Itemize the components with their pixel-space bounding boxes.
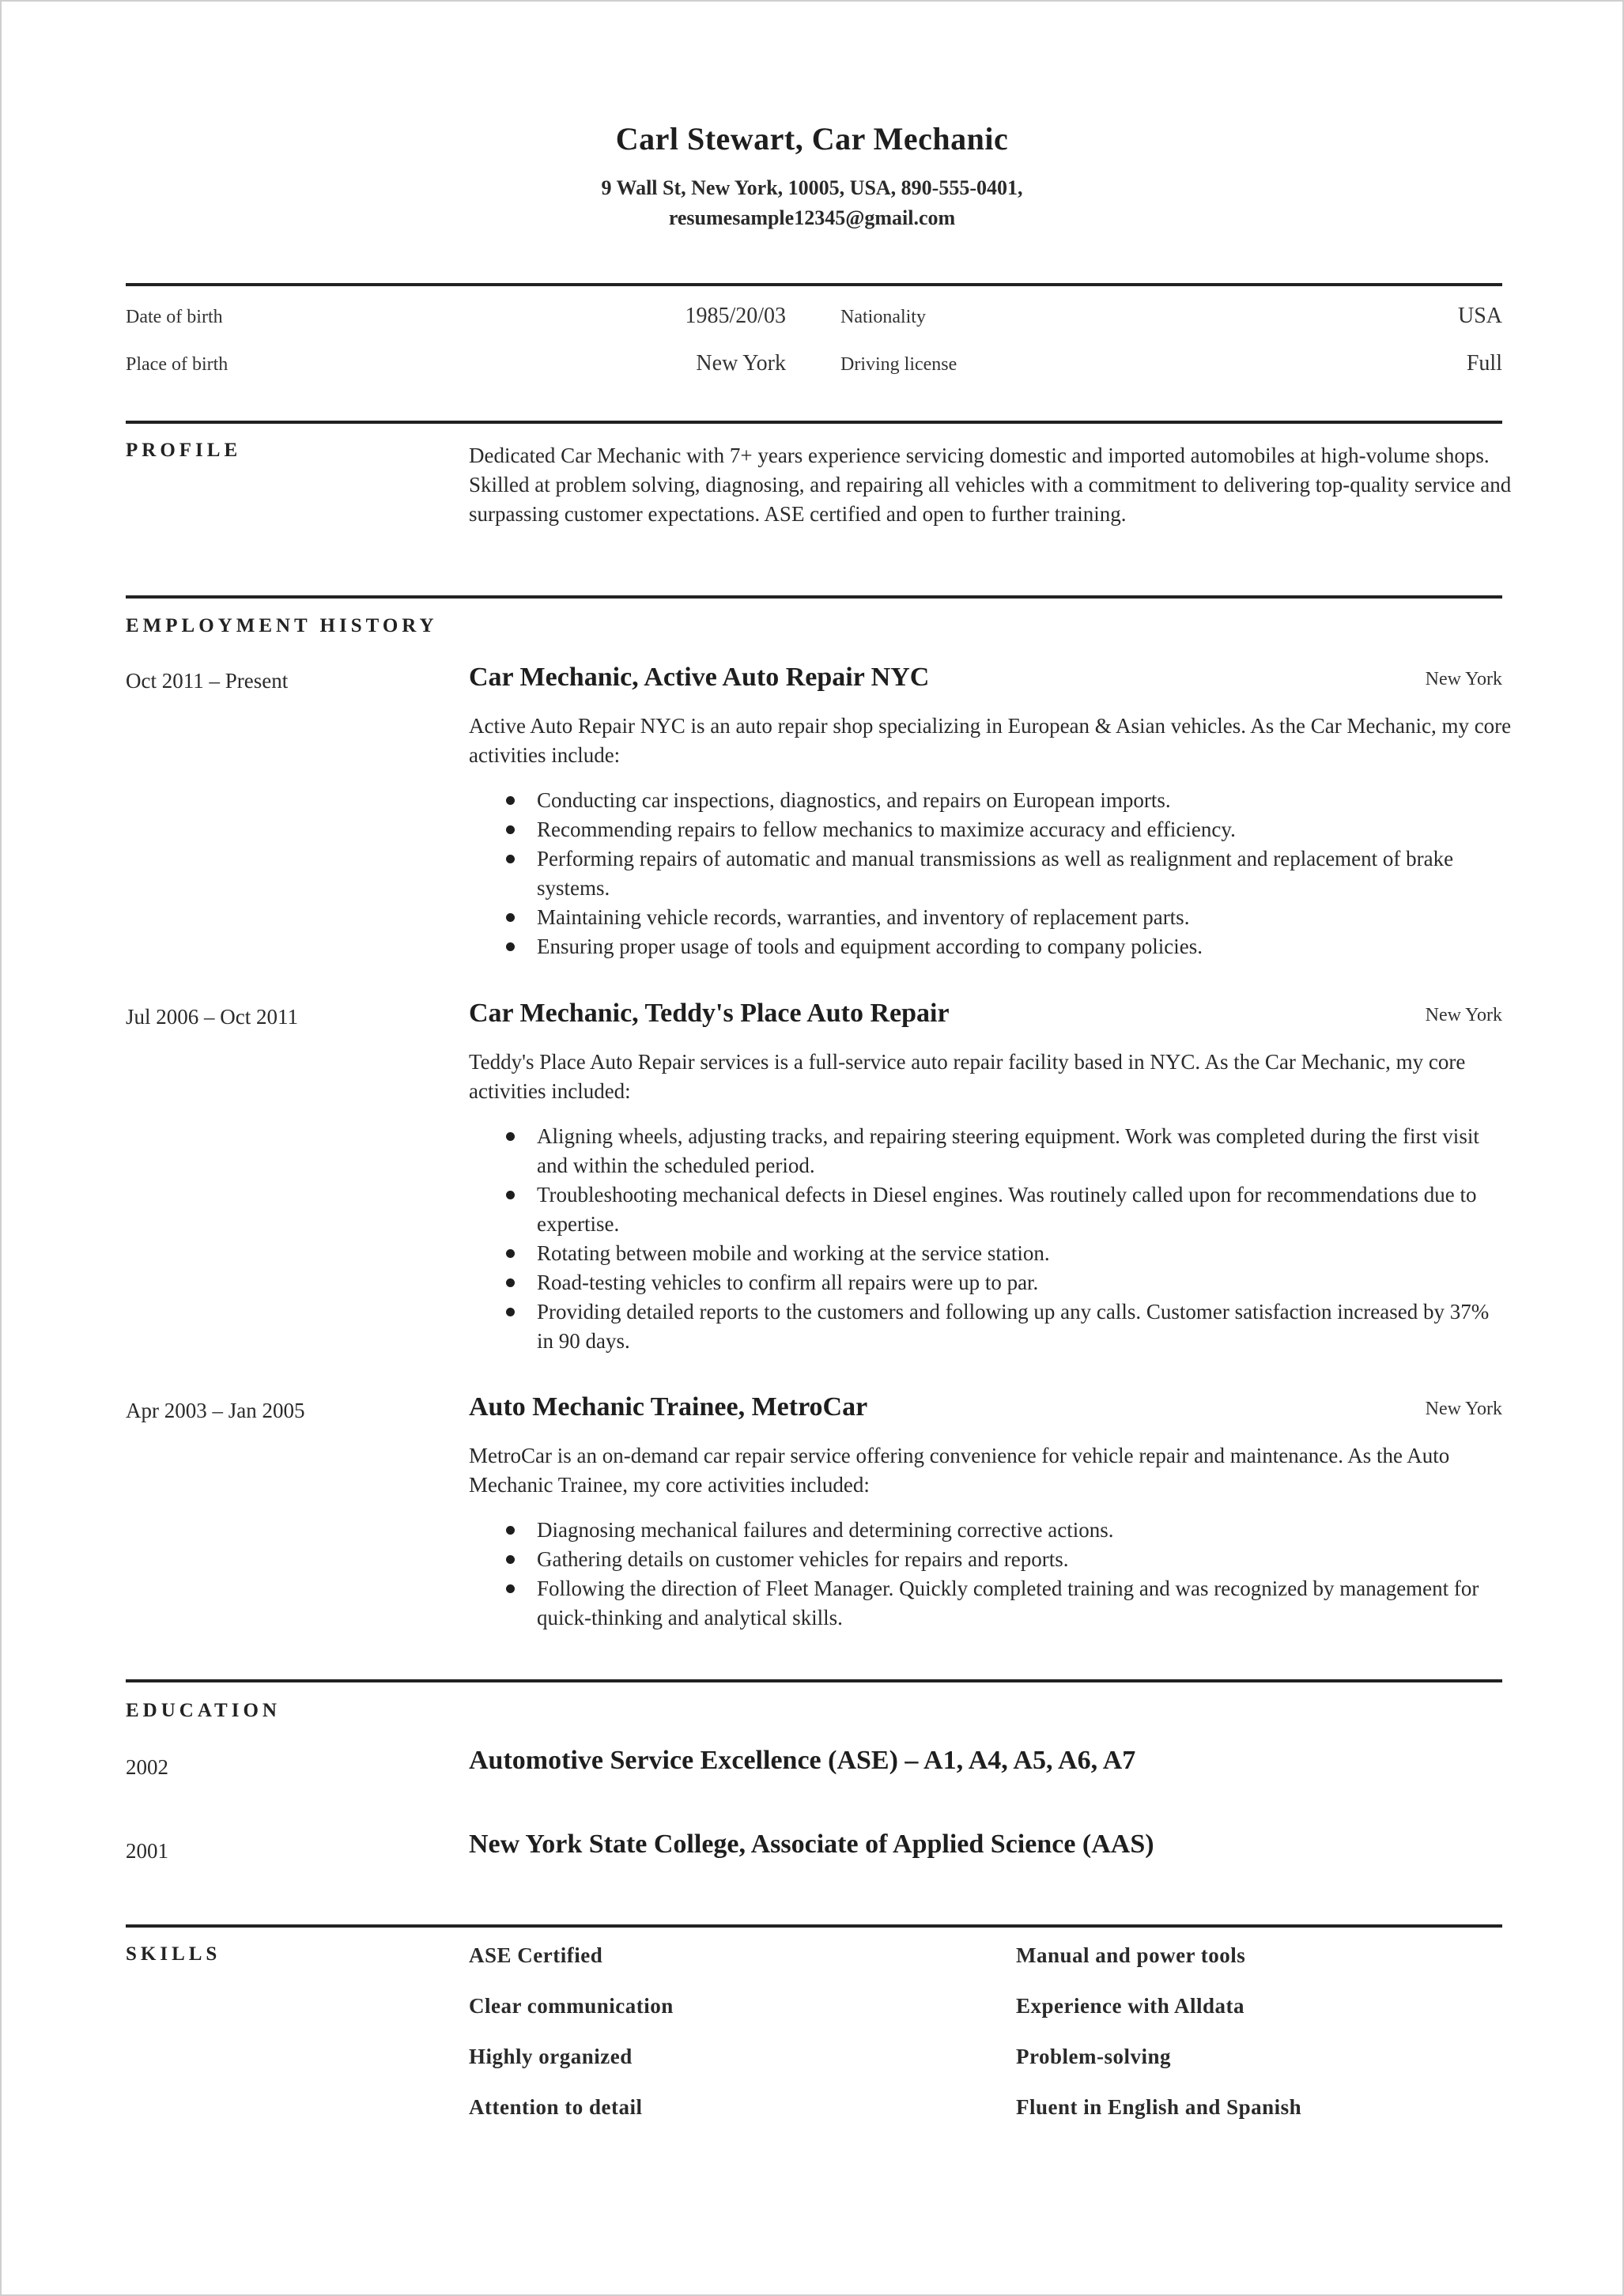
email-address: resumesample12345@gmail.com [668,206,956,229]
candidate-name: Carl Stewart, Car Mechanic [615,121,1009,157]
skill-item: Highly organized [469,2045,633,2068]
skill-item: Experience with Alldata [1016,1994,1244,2018]
dob-value: 1985/20/03 [685,304,786,328]
job-dates: Jul 2006 – Oct 2011 [126,1005,298,1029]
divider [126,283,1502,286]
resume-header [2,120,1622,233]
bullet-icon [506,1191,515,1199]
job-duties-list [469,1516,1505,1633]
profile-heading: PROFILE [126,440,242,461]
bullet-icon [506,1278,515,1287]
bullet-icon [506,1584,515,1593]
divider [126,421,1502,424]
profile-summary: Dedicated Car Mechanic with 7+ years experience servicing domestic and imported automobiles at high-volume shops. Skilled at problem solving, diagnosing, and repairing all vehicles with a commitment to delivering top-quality service and surpassing customer expectations. ASE certified and open to further training. [469,444,1512,526]
list-item: Maintaining vehicle records, warranties, and inventory of replacement parts. [469,903,1505,932]
divider [126,595,1502,599]
bullet-icon [506,825,515,834]
skill-item: Manual and power tools [1016,1943,1246,1967]
job-dates: Oct 2011 – Present [126,669,289,693]
bullet-icon [506,913,515,922]
education-year: 2001 [126,1839,168,1863]
skill-item: Attention to detail [469,2095,643,2119]
bullet-icon [506,796,515,805]
license-label: Driving license [840,354,957,375]
job-title: Car Mechanic, Active Auto Repair NYC [469,663,930,692]
bullet-icon [506,942,515,951]
job-description: Active Auto Repair NYC is an auto repair shop specializing in European & Asian vehicles. As the Car Mechanic, my core activities include: [469,714,1512,767]
job-duties-list [469,786,1505,961]
skill-item: Fluent in English and Spanish [1016,2095,1302,2119]
education-heading: EDUCATION [126,1700,281,1721]
list-item: Diagnosing mechanical failures and determining corrective actions. [469,1516,1505,1545]
dob-label: Date of birth [126,307,223,327]
bullet-icon [506,1555,515,1564]
pob-label: Place of birth [126,354,228,375]
job-title: Car Mechanic, Teddy's Place Auto Repair [469,999,950,1028]
list-item: Performing repairs of automatic and manual transmissions as well as realignment and replacement of brake systems. [469,844,1505,903]
list-item: Recommending repairs to fellow mechanics to maximize accuracy and efficiency. [469,815,1505,844]
skills-heading: SKILLS [126,1943,221,1965]
list-item: Ensuring proper usage of tools and equipment according to company policies. [469,932,1505,961]
job-description: Teddy's Place Auto Repair services is a full-service auto repair facility based in NYC. As the Car Mechanic, my core activities included: [469,1050,1466,1103]
list-item: Road-testing vehicles to confirm all repairs were up to par. [469,1268,1505,1297]
job-duties-list [469,1122,1505,1356]
bullet-icon [506,1249,515,1258]
contact-info [2,173,1622,233]
bullet-icon [506,1526,515,1535]
pob-value: New York [696,351,786,376]
address-line: 9 Wall St, New York, 10005, USA, 890-555-0401, [601,176,1023,199]
list-item: Conducting car inspections, diagnostics, and repairs on European imports. [469,786,1505,815]
list-item: Aligning wheels, adjusting tracks, and repairing steering equipment. Work was completed during the first visit and within the scheduled period. [469,1122,1505,1180]
skill-item: Problem-solving [1016,2045,1171,2068]
job-city: New York [1425,669,1502,689]
employment-heading: EMPLOYMENT HISTORY [126,615,438,636]
skill-item: ASE Certified [469,1943,603,1967]
nationality-label: Nationality [840,307,926,327]
job-city: New York [1425,1399,1502,1419]
education-year: 2002 [126,1755,168,1779]
bullet-icon [506,855,515,863]
list-item: Providing detailed reports to the customers and following up any calls. Customer satisfaction increased by 37% in 90 days. [469,1297,1505,1356]
job-description: MetroCar is an on-demand car repair service offering convenience for vehicle repair and maintenance. As the Auto Mechanic Trainee, my core activities included: [469,1444,1450,1497]
education-title: New York State College, Associate of Applied Science (AAS) [469,1830,1154,1859]
divider [126,1924,1502,1928]
bullet-icon [506,1308,515,1316]
job-dates: Apr 2003 – Jan 2005 [126,1399,305,1422]
list-item: Rotating between mobile and working at the service station. [469,1239,1505,1268]
bullet-icon [506,1132,515,1141]
list-item: Gathering details on customer vehicles for repairs and reports. [469,1545,1505,1574]
divider [126,1679,1502,1682]
list-item: Troubleshooting mechanical defects in Diesel engines. Was routinely called upon for recommendations due to expertise. [469,1180,1505,1239]
job-title: Auto Mechanic Trainee, MetroCar [469,1392,868,1422]
skill-item: Clear communication [469,1994,674,2018]
list-item: Following the direction of Fleet Manager. Quickly completed training and was recognized by management for quick-thinking and analytical skills. [469,1574,1505,1633]
job-city: New York [1425,1005,1502,1025]
license-value: Full [1466,351,1502,376]
education-title: Automotive Service Excellence (ASE) – A1, A4, A5, A6, A7 [469,1746,1136,1775]
nationality-value: USA [1457,304,1502,328]
